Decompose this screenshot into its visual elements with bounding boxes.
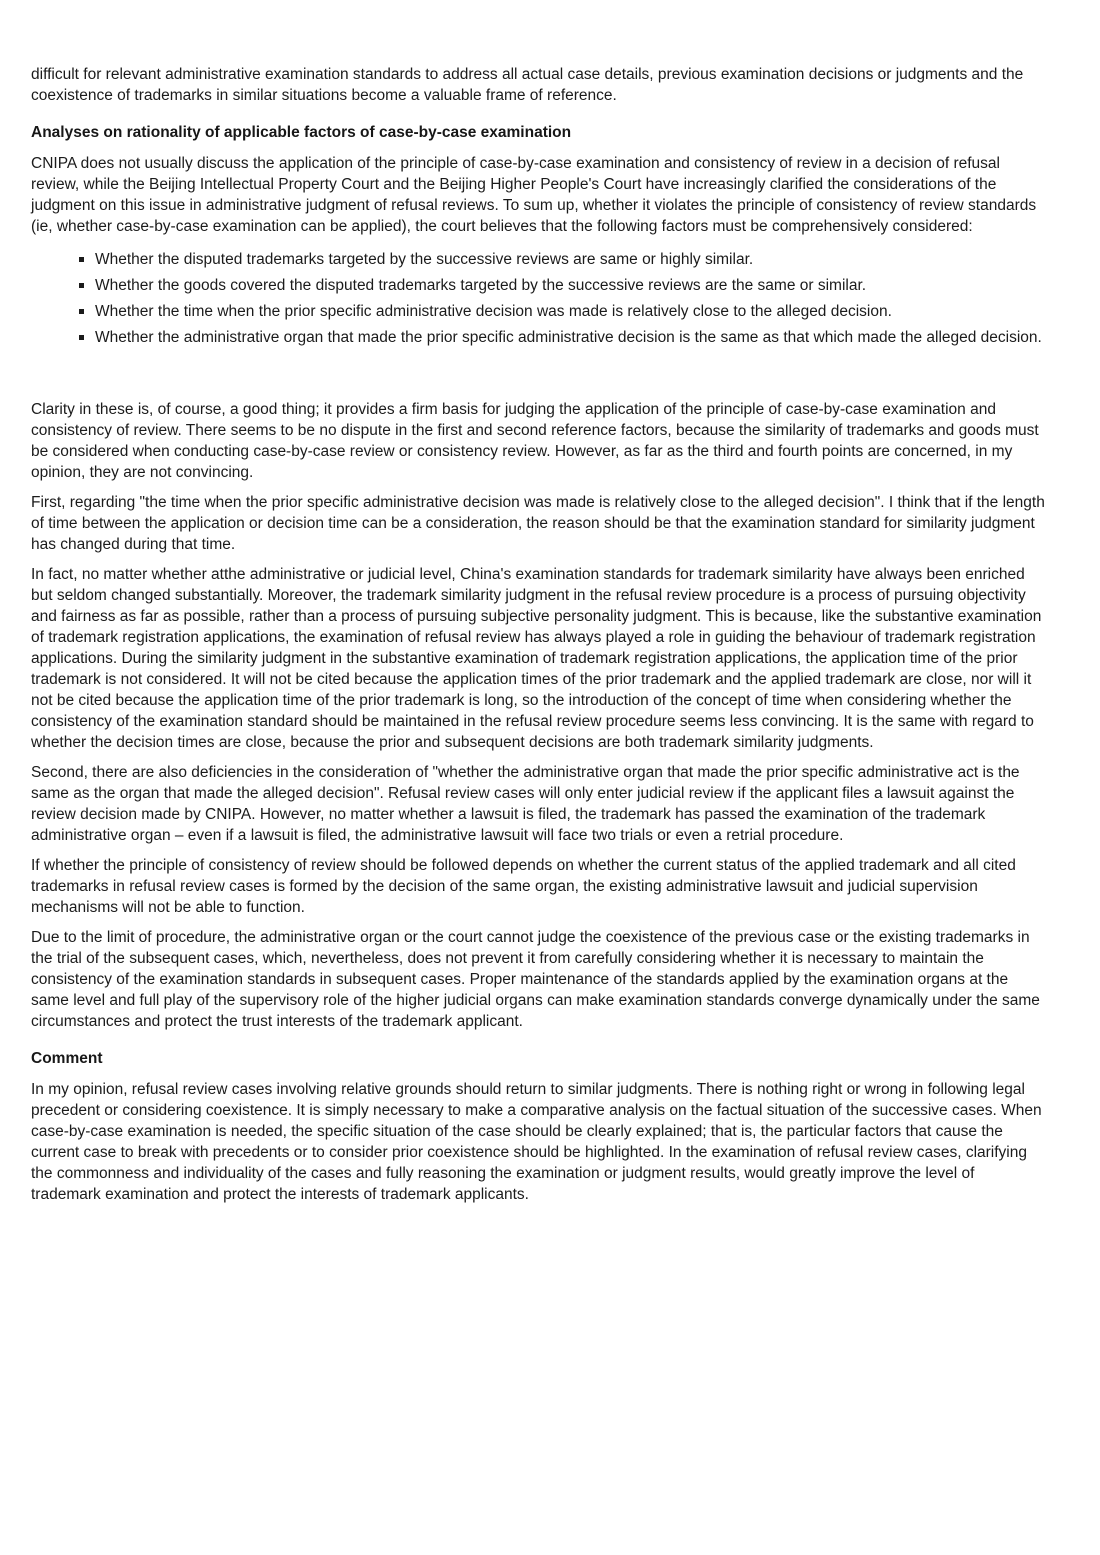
list-item	[79, 247, 1048, 273]
paragraph-intro: difficult for relevant administrative examination standards to address all actual case details, previous examination decisions or judgments and the coexistence of trademarks in similar situations become a valuable frame of reference.	[31, 66, 1024, 104]
paragraph-due-to-limit: Due to the limit of procedure, the administrative organ or the court cannot judge the coexistence of the previous case or the existing trademarks in the trial of the subsequent cases, which, nevertheless, does not prevent it from carefully considering whether it is necessary to maintain the consistency of the examination standards in subsequent cases. Proper maintenance of the standards applied by the examination organs at the same level and full play of the supervisory role of the higher judicial organs can make examination standards converge dynamically under the same circumstances and protect the trust interests of the trademark applicant.	[31, 929, 1040, 1030]
paragraph-clarity: Clarity in these is, of course, a good thing; it provides a firm basis for judging the application of the principle of case-by-case examination and consistency of review. There seems to be no dispute in the first and second reference factors, because the similarity of trademarks and goods must be considered when conducting case-by-case review or consistency review. However, as far as the third and fourth points are concerned, in my opinion, they are not convincing.	[31, 401, 1039, 481]
bullet-icon	[79, 257, 84, 262]
bullet-icon	[79, 309, 84, 314]
list-item	[79, 325, 1048, 351]
paragraph-in-fact: In fact, no matter whether atthe administrative or judicial level, China's examination standards for trademark similarity have always been enriched but seldom changed substantially. Moreover, the trademark similarity judgment in the refusal review procedure is a process of pursuing objectivity and fairness as far as possible, rather than a process of pursuing subjective personality judgment. This is because, like the substantive examination of trademark registration applications, the examination of refusal review has always played a role in guiding the behaviour of trademark registration applications. During the similarity judgment in the substantive examination of trademark registration applications, the application time of the prior trademark is not considered. It will not be cited because the application times of the prior trademark and the applied trademark are close, nor will it not be cited because the application time of the prior trademark is long, so the introduction of the concept of time when considering whether the consistency of the examination standard should be maintained in the refusal review procedure seems less convincing. It is the same with regard to whether the decision times are close, because the prior and subsequent decisions are both trademark similarity judgments.	[31, 566, 1042, 751]
factor-bullet-list	[31, 247, 1048, 351]
paragraph-first-point: First, regarding "the time when the prior specific administrative decision was made is relatively close to the alleged decision". I think that if the length of time between the application or decision time can be a consideration, the reason should be that the examination standard for similarity judgment has changed during that time.	[31, 494, 1045, 553]
list-item-text: Whether the goods covered the disputed trademarks targeted by the successive reviews are the same or similar.	[95, 277, 867, 294]
list-item-text: Whether the administrative organ that made the prior specific administrative decision is the same as that which made the alleged decision.	[95, 329, 1042, 346]
bullet-icon	[79, 335, 84, 340]
paragraph-second-point: Second, there are also deficiencies in the consideration of "whether the administrative organ that made the prior specific administrative act is the same as the organ that made the alleged decision". Refusal review cases will only enter judicial review if the applicant files a lawsuit against the review decision made by CNIPA. However, no matter whether a lawsuit is filed, the trademark has passed the examination of the trademark administrative organ – even if a lawsuit is filed, the administrative lawsuit will face two trials or even a retrial procedure.	[31, 764, 1020, 844]
list-item-text: Whether the disputed trademarks targeted by the successive reviews are same or highly similar.	[95, 251, 754, 268]
list-item	[79, 273, 1048, 299]
bullet-icon	[79, 283, 84, 288]
section-heading-analyses: Analyses on rationality of applicable factors of case-by-case examination	[31, 124, 572, 141]
list-item	[79, 299, 1048, 325]
paragraph-comment: In my opinion, refusal review cases involving relative grounds should return to similar judgments. There is nothing right or wrong in following legal precedent or considering coexistence. It is simply necessary to make a comparative analysis on the factual situation of the successive cases. When case-by-case examination is needed, the specific situation of the case should be clearly explained; that is, the particular factors that cause the current case to break with precedents or to consider prior coexistence should be highlighted. In the examination of refusal review cases, clarifying the commonness and individuality of the cases and fully reasoning the examination or judgment results, would greatly improve the level of trademark examination and protect the interests of trademark applicants.	[31, 1081, 1042, 1203]
section-heading-comment: Comment	[31, 1050, 103, 1067]
paragraph-cnipa: CNIPA does not usually discuss the application of the principle of case-by-case examination and consistency of review in a decision of refusal review, while the Beijing Intellectual Property Court and the Beijing Higher People's Court have increasingly clarified the considerations of the judgment on this issue in administrative judgment of refusal reviews. To sum up, whether it violates the principle of consistency of review standards (ie, whether case-by-case examination can be applied), the court believes that the following factors must be comprehensively considered:	[31, 155, 1037, 235]
list-item-text: Whether the time when the prior specific administrative decision was made is relatively close to the alleged decision.	[95, 303, 892, 320]
paragraph-if-whether: If whether the principle of consistency of review should be followed depends on whether the current status of the applied trademark and all cited trademarks in refusal review cases is formed by the decision of the same organ, the existing administrative lawsuit and judicial supervision mechanisms will not be able to function.	[31, 857, 1016, 916]
